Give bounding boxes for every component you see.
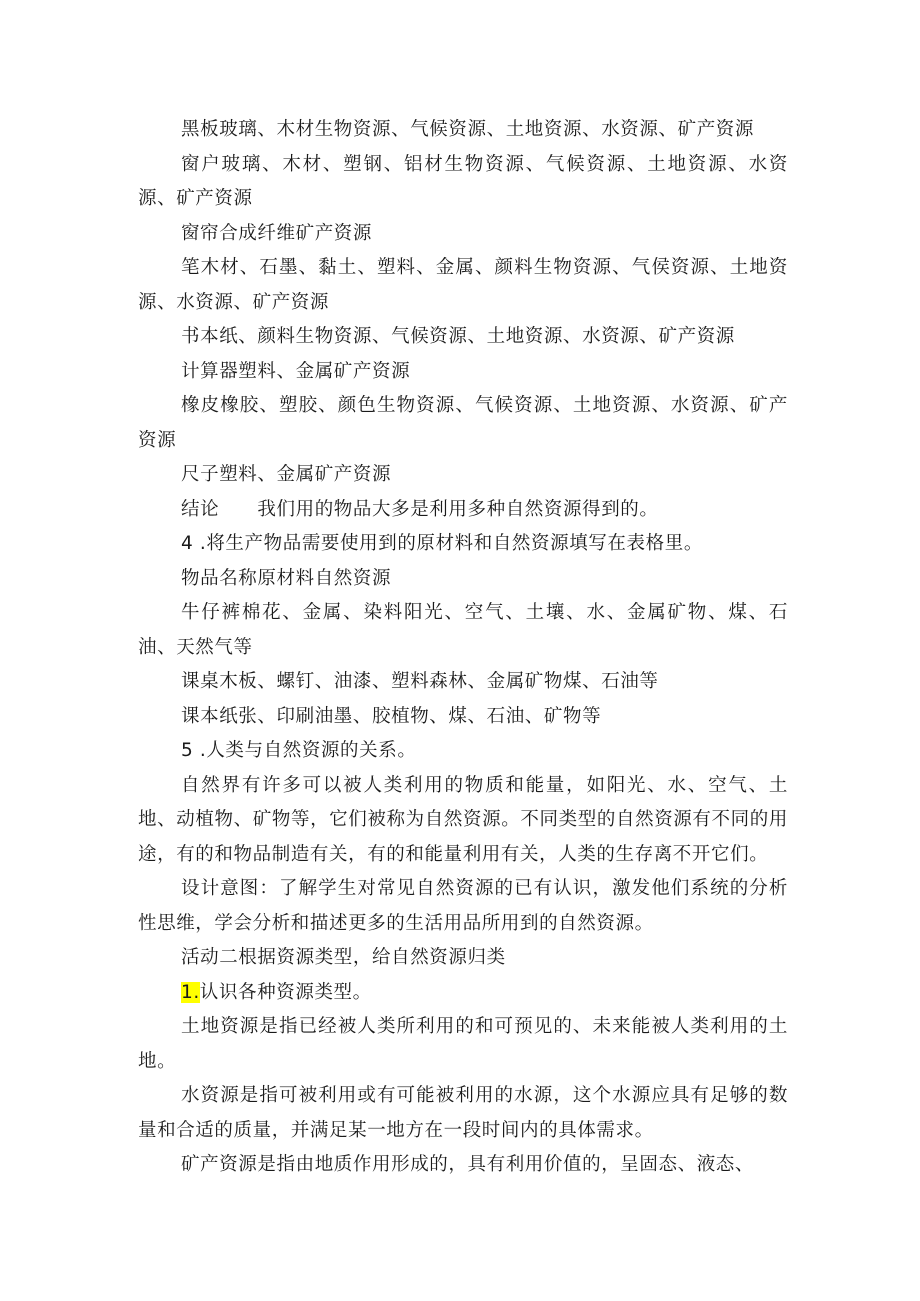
- paragraph-textbook: 课本纸张、印刷油墨、胶植物、煤、石油、矿物等: [181, 705, 602, 727]
- highlighted-number: 1.: [181, 981, 200, 1003]
- paragraph-land-resources: 土地资源是指已经被人类所利用的和可预见的、未来能被人类利用的土地。: [138, 1016, 788, 1072]
- step-1-text: 认识各种资源类型。: [199, 981, 372, 1003]
- paragraph-natural-resources: 自然界有许多可以被人类利用的物质和能量，如阳光、水、空气、土地、动植物、矿物等，它们被称为自然资源。不同类型的自然资源有不同的用途，有的和物品制造有关，有的和能量利用有关，人类的生存离不开它们。: [138, 774, 788, 865]
- paragraph-table-header: 物品名称原材料自然资源: [181, 567, 392, 589]
- paragraph-pen: 笔木材、石墨、黏土、塑料、金属、颜料生物资源、气侯资源、土地资源、水资源、矿产资源: [138, 257, 788, 313]
- paragraph-window: 窗户玻璃、木材、塑钢、铝材生物资源、气候资源、土地资源、水资源、矿产资源: [138, 153, 788, 209]
- paragraph-step-4: 4 .将生产物品需要使用到的原材料和自然资源填写在表格里。: [181, 533, 703, 554]
- paragraph-desk: 课桌木板、螺钉、油漆、塑料森林、金属矿物煤、石油等: [181, 671, 659, 692]
- paragraph-blackboard: 黑板玻璃、木材生物资源、气候资源、土地资源、水资源、矿产资源: [181, 119, 755, 140]
- paragraph-curtain: 窗帘合成纤维矿产资源: [181, 222, 373, 244]
- paragraph-mineral-resources: 矿产资源是指由地质作用形成的，具有利用价值的，呈固态、液态、: [181, 1154, 755, 1175]
- paragraph-eraser: 橡皮橡胶、塑胶、颜色生物资源、气候资源、土地资源、水资源、矿产资源: [138, 395, 788, 451]
- paragraph-step-5: 5 .人类与自然资源的关系。: [181, 740, 417, 761]
- paragraph-step-1: [138, 976, 788, 1011]
- paragraph-conclusion: 结论 我们用的物品大多是利用多种自然资源得到的。: [181, 498, 659, 520]
- paragraph-jeans: 牛仔裤棉花、金属、染料阳光、空气、土壤、水、金属矿物、煤、石油、天然气等: [138, 602, 788, 658]
- paragraph-calculator: 计算器塑料、金属矿产资源: [181, 360, 411, 382]
- paragraph-design-intent: 设计意图：了解学生对常见自然资源的已有认识，激发他们系统的分析性思维，学会分析和描述更多的生活用品所用到的自然资源。: [138, 878, 788, 934]
- paragraph-water-resources: 水资源是指可被利用或有可能被利用的水源，这个水源应具有足够的数量和合适的质量，并满足某一地方在一段时间内的具体需求。: [138, 1085, 788, 1141]
- paragraph-ruler: 尺子塑料、金属矿产资源: [181, 464, 392, 485]
- paragraph-activity-two: 活动二根据资源类型，给自然资源归类: [181, 947, 506, 968]
- document-body: [138, 113, 788, 1183]
- paragraph-book: 书本纸、颜料生物资源、气候资源、土地资源、水资源、矿产资源: [181, 326, 735, 347]
